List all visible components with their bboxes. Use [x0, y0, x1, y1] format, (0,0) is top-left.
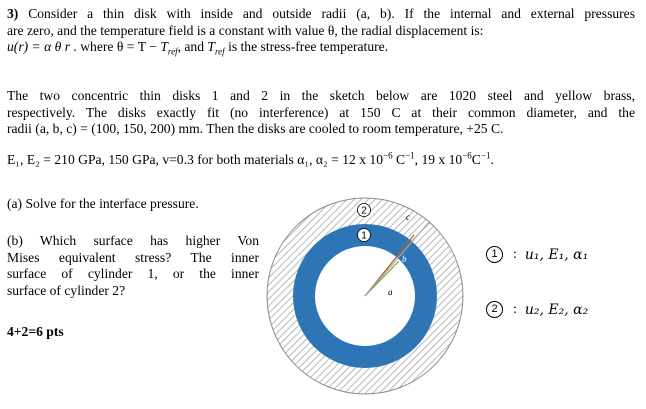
- radius-c-label: c: [406, 212, 410, 222]
- radius-b-label: b: [402, 254, 407, 264]
- intro-line-2: are zero, and the temperature field is a constant with value θ, the radial displacement is:: [7, 22, 484, 38]
- legend-1-text: u₁, E₁, α₁: [524, 246, 589, 263]
- intro-line-1: 3) Consider a thin disk with inside and outside radii (a, b). If the internal and external pressures: [7, 6, 636, 21]
- legend-2-text: u₂, E₂, α₂: [524, 301, 589, 318]
- setup-line-1: The two concentric thin disks 1 and 2 in the sketch below are 1020 steel and yellow brass,: [7, 88, 635, 103]
- points-label: 4+2=6 pts: [7, 324, 64, 339]
- legend-2-number: 2: [486, 301, 503, 318]
- material-properties: E₁, E₂ = 210 GPa, 150 GPa, v=0.3 for both materials α₁, α₂ = 12 x $10^{-6}$ $C^{-1}$, 19 x $10^{-6}C^{-1}$.: [7, 150, 494, 167]
- question-a: (a) Solve for the interface pressure.: [7, 196, 199, 211]
- legend-1-number: 1: [486, 246, 503, 263]
- question-b: (b) Which surface has higher Von Mises equivalent stress? The inner surface of cylinder 1, or the inner surface of cylinder 2?: [7, 233, 259, 298]
- disk-1-label: 1: [361, 230, 367, 242]
- setup-line-3: radii (a, b, c) = (100, 150, 200) mm. Then the disks are cooled to room temperature, +25 C.: [7, 121, 504, 136]
- displacement-formula: u(r) = α θ r . where $\theta = T - T_{ref}$, and $T_{ref}$ is the stress-free temperature.: [7, 39, 389, 57]
- radius-a-label: a: [388, 287, 393, 297]
- legend-disk-1: 1 : u₁, E₁, α₁: [486, 246, 588, 263]
- problem-intro: [7, 6, 635, 56]
- problem-setup: [7, 88, 635, 138]
- concentric-disks-sketch: [265, 196, 465, 396]
- disk-2-label: 2: [361, 205, 367, 217]
- legend-disk-2: 2 : u₂, E₂, α₂: [486, 301, 588, 318]
- setup-line-2: respectively. The disks exactly fit (no interference) at 150 C at their common diameter, and the: [7, 104, 635, 120]
